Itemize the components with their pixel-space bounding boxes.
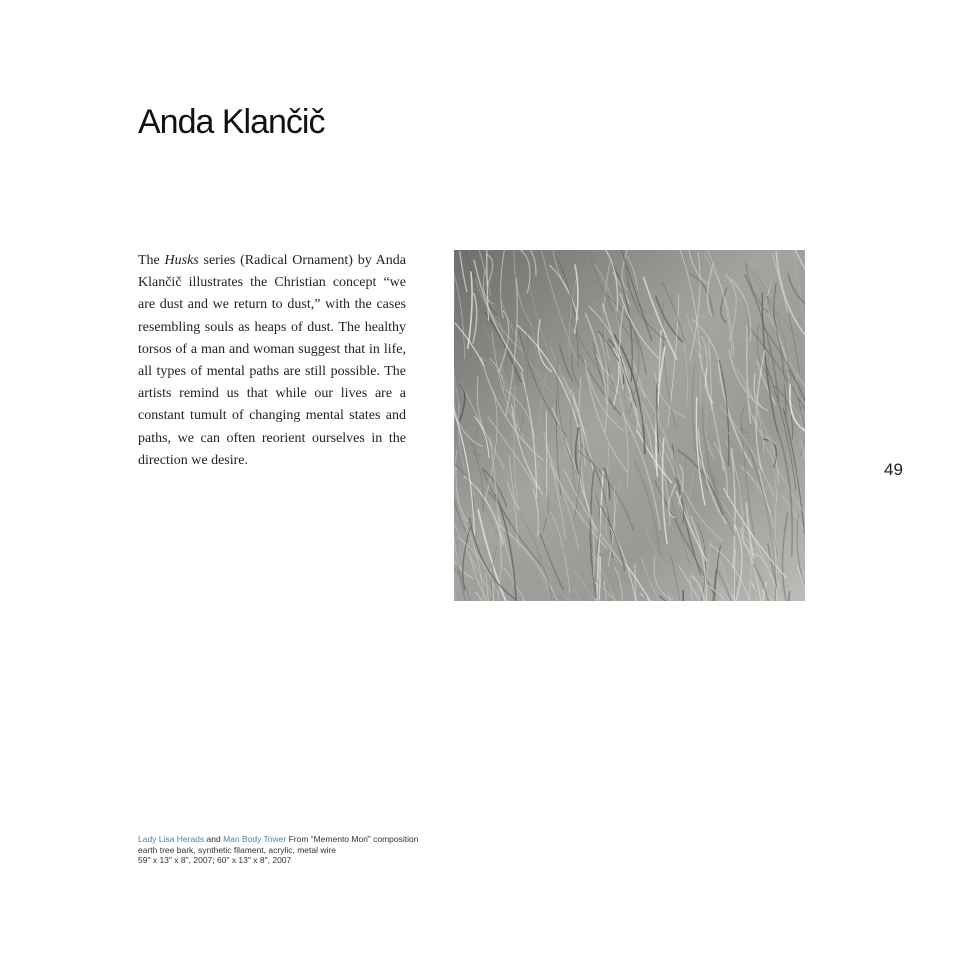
body-text-rest: series (Radical Ornament) by Anda Klančič illustrates the Christian concept “we are dust and we return to dust,” with the cases resembling souls as heaps of dust. The healthy torsos of a man and woman suggest that in life, all types of mental paths are still possible. The artists remind us that while our lives are a constant tumult of changing mental states and paths, we can often reorient ourselves in the direction we desire.: [138, 253, 406, 468]
caption-conjunction: and: [204, 834, 224, 844]
caption-work-1: Lady Lisa Herads: [138, 834, 205, 844]
caption-work-2: Man Body Tower: [223, 834, 287, 844]
caption-title-line: [138, 834, 578, 845]
artwork-caption: [138, 834, 578, 866]
series-title: Husks: [164, 253, 199, 268]
artwork-photo: [454, 250, 805, 601]
caption-from: From “Memento Mori” composition: [286, 834, 419, 844]
body-text-start: The: [138, 253, 165, 268]
body-paragraph: [138, 250, 406, 472]
caption-materials: earth tree bark, synthetic filament, acrylic, metal wire: [138, 844, 336, 855]
caption-dimensions: 59" x 13" x 8", 2007; 60" x 13" x 8", 2007: [138, 855, 292, 865]
page-title: Anda Klančič: [138, 103, 325, 141]
page-number: 49: [884, 460, 903, 479]
